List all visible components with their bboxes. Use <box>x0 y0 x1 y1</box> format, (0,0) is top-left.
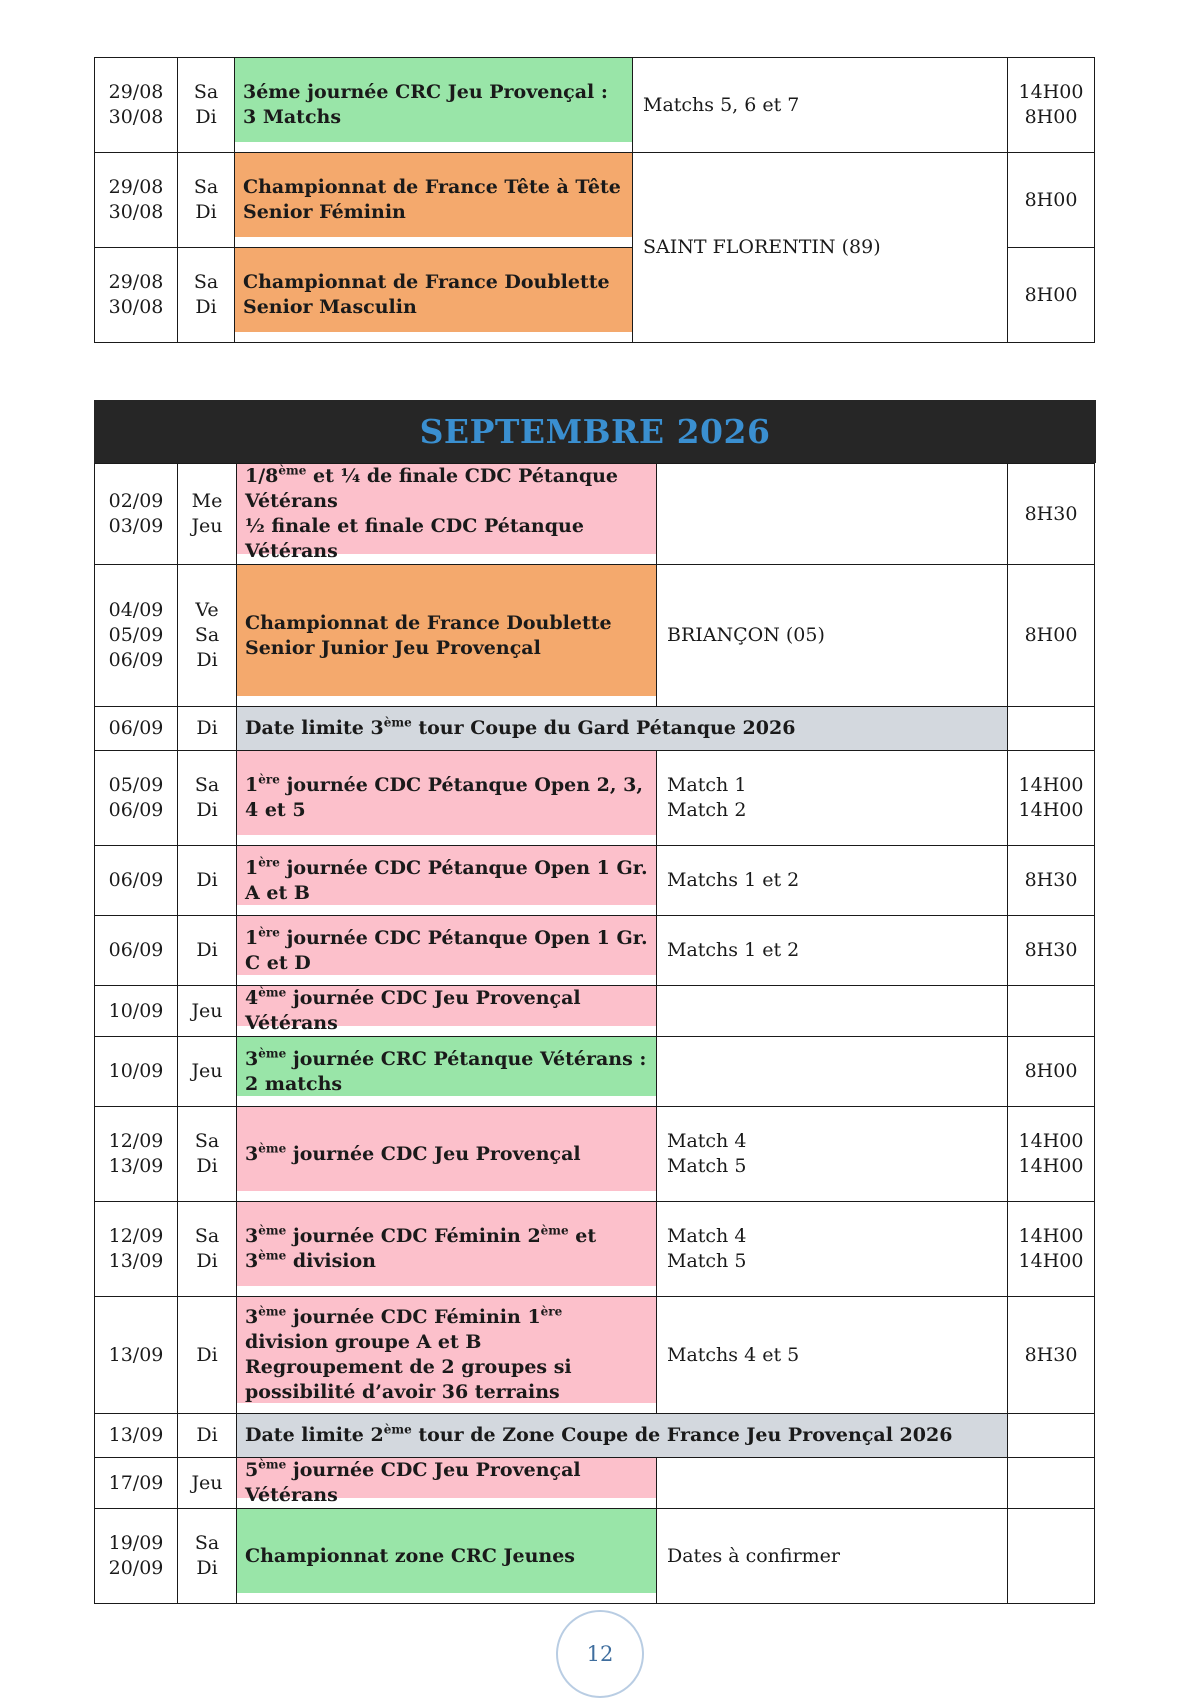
time-cell <box>1008 1297 1095 1414</box>
cell-line: 8H00 <box>1024 1060 1078 1082</box>
cell-line: 20/09 <box>108 1557 164 1579</box>
event-text: 5 <box>245 1459 259 1481</box>
cell-line: Di <box>196 869 218 891</box>
cell-line: 10/09 <box>108 1060 164 1082</box>
row-days <box>178 1297 237 1414</box>
cell-line: Di <box>196 1557 218 1579</box>
superscript-text: ème <box>258 1223 287 1238</box>
cell-line: 14H00 <box>1018 1225 1084 1247</box>
cell-line: 12/09 <box>108 1225 164 1247</box>
location-cell: Matchs 1 et 2 <box>657 846 1008 916</box>
time-cell <box>1008 565 1095 707</box>
cell-line: 13/09 <box>108 1343 164 1366</box>
cell-line: Sa <box>194 774 220 796</box>
cell-line: Sa <box>194 1532 220 1554</box>
cell-line: 02/09 <box>108 490 164 512</box>
cell-line: Di <box>196 1343 218 1366</box>
month-title: SEPTEMBRE 2026 <box>419 412 771 451</box>
event-text: Date limite 3 <box>245 717 384 739</box>
cell-line: Match 2 <box>667 799 747 821</box>
event-text: journée CDC Jeu Provençal <box>286 1142 581 1165</box>
cell-line: 06/09 <box>108 717 164 739</box>
time-cell <box>1008 1509 1095 1604</box>
time-cell: 8H00 <box>1008 153 1095 248</box>
time-cell <box>1008 916 1095 986</box>
superscript-text: ème <box>258 985 287 1000</box>
cell-line: 06/09 <box>108 799 164 821</box>
cell-line: 06/09 <box>108 649 164 671</box>
time-cell: 14H00 8H00 <box>1008 58 1095 153</box>
event-text: journée CDC Féminin 1 <box>286 1306 541 1328</box>
cell-line: Jeu <box>191 1060 223 1082</box>
cell-line: Match 4 <box>667 1225 747 1247</box>
row-dates <box>95 1107 178 1202</box>
row-days <box>178 846 237 916</box>
location-cell: BRIANÇON (05) <box>657 565 1008 707</box>
cell-line: 17/09 <box>108 1471 164 1494</box>
cell-line: 13/09 <box>108 1155 164 1177</box>
row-dates <box>95 751 178 846</box>
table-row <box>95 565 1095 707</box>
time-cell <box>1008 1107 1095 1202</box>
row-dates <box>95 986 178 1037</box>
superscript-text: ème <box>383 715 412 730</box>
cell-line: Match 5 <box>667 1155 747 1177</box>
event-text: ½ finale et finale CDC Pétanque Vétérans <box>245 515 584 562</box>
event-cell <box>237 1458 657 1509</box>
table-row <box>95 1297 1095 1414</box>
row-dates <box>95 1202 178 1297</box>
event-text: journée CDC Pétanque Open 1 Gr. C et D <box>245 926 648 974</box>
table-row <box>95 1107 1095 1202</box>
event-cell: Championnat de France Doublette Senior Masculin <box>235 248 633 343</box>
event-cell <box>237 565 657 707</box>
row-dates: 29/08 30/08 <box>95 248 178 343</box>
event-cell <box>237 1297 657 1414</box>
time-cell <box>1008 751 1095 846</box>
event-text: 3 <box>245 1225 259 1247</box>
table-row <box>95 1458 1095 1509</box>
event-text: Championnat de France Doublette Senior Junior Jeu Provençal <box>245 611 612 659</box>
time-cell <box>1008 707 1095 751</box>
row-days <box>178 1414 237 1458</box>
cell-line: 14H00 <box>1018 1155 1084 1177</box>
superscript-text: ème <box>258 1046 287 1061</box>
location-cell: Matchs 1 et 2 <box>657 916 1008 986</box>
row-days <box>178 1458 237 1509</box>
event-text: 3 <box>245 1250 259 1272</box>
row-dates <box>95 707 178 751</box>
time-cell <box>1008 846 1095 916</box>
cell-line: 13/09 <box>108 1424 164 1446</box>
location-cell <box>657 986 1008 1037</box>
location-cell <box>657 751 1008 846</box>
row-dates <box>95 846 178 916</box>
row-days <box>178 707 237 751</box>
row-days <box>178 751 237 846</box>
time-cell <box>1008 464 1095 565</box>
location-cell <box>657 1458 1008 1509</box>
superscript-text: ème <box>258 1457 287 1472</box>
cell-line: Jeu <box>191 1471 223 1494</box>
row-days <box>178 1202 237 1297</box>
superscript-text: ère <box>540 1304 563 1319</box>
event-cell <box>237 1037 657 1107</box>
cell-line: 19/09 <box>108 1532 164 1554</box>
location-cell: Matchs 4 et 5 <box>657 1297 1008 1414</box>
cell-line: 12/09 <box>108 1130 164 1152</box>
superscript-text: ème <box>383 1422 412 1437</box>
cell-line: 8H00 <box>1024 624 1078 646</box>
event-cell <box>237 751 657 846</box>
event-text: Championnat zone CRC Jeunes <box>245 1544 575 1567</box>
cell-line: Di <box>196 1424 218 1446</box>
cell-line: Match 1 <box>667 774 747 796</box>
event-cell <box>237 1107 657 1202</box>
table-row <box>95 1414 1095 1458</box>
event-cell <box>237 1509 657 1604</box>
row-dates: 29/08 30/08 <box>95 58 178 153</box>
event-text: journée CDC Féminin 2 <box>286 1225 541 1247</box>
time-cell <box>1008 1202 1095 1297</box>
event-text: tour Coupe du Gard Pétanque 2026 <box>411 717 796 739</box>
event-text: tour de Zone Coupe de France Jeu Provençal 2026 <box>411 1424 953 1446</box>
row-days <box>178 1037 237 1107</box>
event-text: 1 <box>245 926 259 949</box>
superscript-text: ème <box>258 1141 287 1156</box>
cell-line: Di <box>196 717 218 739</box>
event-cell: 3éme journée CRC Jeu Provençal : 3 Matchs <box>235 58 633 153</box>
cell-line: Ve <box>195 599 219 621</box>
cell-line: Di <box>196 649 218 671</box>
event-text: 1/8 <box>245 465 279 487</box>
event-text: journée CDC Pétanque Open 1 Gr. A et B <box>245 856 648 904</box>
event-text: et ¼ de finale CDC Pétanque Vétérans <box>245 465 619 512</box>
row-days <box>178 1509 237 1604</box>
event-text: 1 <box>245 856 259 879</box>
event-cell <box>237 1202 657 1297</box>
cell-line: 8H30 <box>1024 869 1078 891</box>
row-days <box>178 565 237 707</box>
table-row <box>95 707 1095 751</box>
event-text: Regroupement de 2 groupes si possibilité d’avoir 36 terrains <box>245 1356 572 1403</box>
cell-line: Di <box>196 1250 218 1272</box>
row-dates <box>95 1297 178 1414</box>
cell-line: 06/09 <box>108 939 164 961</box>
cell-line: Sa <box>194 624 220 646</box>
cell-line: Jeu <box>191 999 223 1022</box>
table-row <box>95 846 1095 916</box>
cell-line: 04/09 <box>108 599 164 621</box>
event-text: 1 <box>245 774 259 796</box>
row-dates <box>95 1458 178 1509</box>
superscript-text: ère <box>258 772 280 787</box>
cell-line: Sa <box>194 1225 220 1247</box>
table-row <box>95 1037 1095 1107</box>
row-days <box>178 986 237 1037</box>
cell-line: 14H00 <box>1018 1130 1084 1152</box>
event-text: 3 <box>245 1047 259 1070</box>
time-cell: 8H00 <box>1008 248 1095 343</box>
cell-line: 14H00 <box>1018 799 1084 821</box>
time-cell <box>1008 1458 1095 1509</box>
page-number: 12 <box>556 1610 644 1698</box>
cell-line: Match 4 <box>667 1130 747 1152</box>
cell-line: 06/09 <box>108 869 164 891</box>
cell-line: Sa <box>194 1130 220 1152</box>
event-text: 3 <box>245 1142 259 1165</box>
cell-line: 13/09 <box>108 1250 164 1272</box>
event-text: journée CDC Jeu Provençal Vétérans <box>245 987 581 1034</box>
event-text: journée CRC Pétanque Vétérans : 2 matchs <box>245 1047 647 1095</box>
event-text: 3 <box>245 1306 259 1328</box>
superscript-text: ère <box>258 925 280 940</box>
row-days <box>178 916 237 986</box>
event-text: 4 <box>245 987 259 1009</box>
table-row <box>95 58 1095 153</box>
superscript-text: ème <box>258 1304 287 1319</box>
cell-line: 8H30 <box>1024 1343 1078 1366</box>
cell-line: 14H00 <box>1018 1250 1084 1272</box>
time-cell <box>1008 1037 1095 1107</box>
cell-line: Di <box>196 1155 218 1177</box>
table-row <box>95 464 1095 565</box>
cell-line: 8H30 <box>1024 939 1078 961</box>
cell-line: Me <box>191 490 223 512</box>
row-dates <box>95 1414 178 1458</box>
superscript-text: ème <box>278 463 307 478</box>
location-cell: Matchs 5, 6 et 7 <box>633 58 1008 153</box>
event-cell: Championnat de France Tête à Tête Senior Féminin <box>235 153 633 248</box>
cell-line: 8H30 <box>1024 502 1078 525</box>
cell-line: Di <box>196 939 218 961</box>
location-cell <box>657 1107 1008 1202</box>
location-cell <box>657 1037 1008 1107</box>
superscript-text: ère <box>258 855 280 870</box>
month-banner <box>94 400 1096 463</box>
row-days: Sa Di <box>178 153 235 248</box>
row-dates <box>95 565 178 707</box>
superscript-text: ème <box>258 1248 287 1263</box>
table-row <box>95 751 1095 846</box>
row-days <box>178 464 237 565</box>
event-text: Date limite 2 <box>245 1424 384 1446</box>
time-cell <box>1008 1414 1095 1458</box>
row-days: Sa Di <box>178 58 235 153</box>
table-row <box>95 916 1095 986</box>
september-schedule-table <box>94 463 1095 1604</box>
time-cell <box>1008 986 1095 1037</box>
cell-line: Jeu <box>191 515 223 537</box>
event-text: et <box>568 1225 597 1247</box>
row-days: Sa Di <box>178 248 235 343</box>
event-text: journée CDC Jeu Provençal Vétérans <box>245 1459 581 1506</box>
location-cell: SAINT FLORENTIN (89) <box>633 153 1008 343</box>
event-cell <box>237 707 1008 751</box>
cell-line: 10/09 <box>108 999 164 1022</box>
cell-line: 03/09 <box>108 515 164 537</box>
location-cell: Dates à confirmer <box>657 1509 1008 1604</box>
event-cell <box>237 916 657 986</box>
event-text: journée CDC Pétanque Open 2, 3, 4 et 5 <box>245 774 643 821</box>
table-row <box>95 986 1095 1037</box>
row-dates <box>95 1037 178 1107</box>
cell-line: 05/09 <box>108 624 164 646</box>
event-cell <box>237 986 657 1037</box>
row-days <box>178 1107 237 1202</box>
location-cell <box>657 1202 1008 1297</box>
cell-line: Match 5 <box>667 1250 747 1272</box>
location-cell <box>657 464 1008 565</box>
top-schedule-table <box>94 57 1095 343</box>
table-row <box>95 153 1095 248</box>
superscript-text: ème <box>540 1223 569 1238</box>
cell-line: 05/09 <box>108 774 164 796</box>
event-cell <box>237 464 657 565</box>
row-dates <box>95 464 178 565</box>
table-row <box>95 1202 1095 1297</box>
table-row <box>95 1509 1095 1604</box>
row-dates: 29/08 30/08 <box>95 153 178 248</box>
row-dates <box>95 916 178 986</box>
row-dates <box>95 1509 178 1604</box>
event-text: division <box>286 1250 376 1272</box>
event-cell <box>237 1414 1008 1458</box>
event-cell <box>237 846 657 916</box>
cell-line: 14H00 <box>1018 774 1084 796</box>
event-text: division groupe A et B <box>245 1331 482 1353</box>
cell-line: Di <box>196 799 218 821</box>
